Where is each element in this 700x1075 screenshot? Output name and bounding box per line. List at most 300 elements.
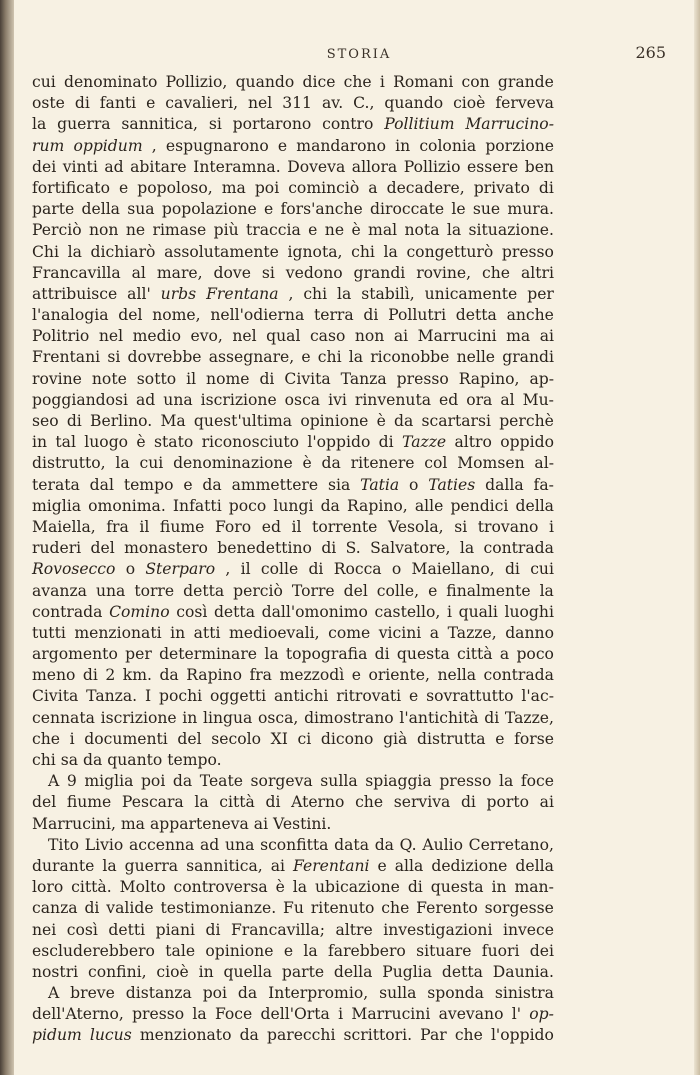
word: di — [538, 178, 554, 197]
word: di — [82, 666, 98, 685]
word: dei — [529, 941, 554, 960]
word: in — [32, 433, 48, 452]
word: evo, — [190, 327, 223, 346]
word: Tito — [48, 835, 80, 854]
word: al- — [534, 454, 554, 473]
word: nota — [404, 221, 440, 240]
word: dicono — [320, 729, 374, 748]
text-line — [32, 750, 554, 771]
word: qual — [266, 327, 301, 346]
text-line — [32, 242, 554, 263]
word: farebbero — [328, 941, 406, 960]
word: vinti — [62, 157, 98, 176]
word: mare, — [156, 263, 203, 282]
word: e — [301, 348, 311, 367]
text-line — [32, 199, 554, 220]
word: cennata — [32, 708, 95, 727]
text-line — [32, 962, 554, 983]
word: e — [277, 136, 288, 155]
word: di — [407, 878, 423, 897]
word: di — [504, 560, 520, 579]
word: portarono — [232, 115, 312, 134]
word: in — [198, 962, 214, 981]
word: Vesola, — [387, 517, 444, 536]
word: la — [115, 454, 130, 473]
text-line — [32, 835, 554, 856]
word: popoloso, — [137, 178, 213, 197]
word: Tazze, — [447, 623, 497, 642]
word: non — [88, 221, 119, 240]
word: ferveva — [495, 94, 554, 113]
word: fa- — [533, 475, 554, 494]
word: detta — [455, 306, 497, 325]
word: che — [454, 1026, 483, 1045]
text-line — [32, 856, 554, 877]
word: Salvatore, — [370, 539, 451, 558]
word: più — [213, 221, 239, 240]
word: Q. — [399, 835, 417, 854]
word: Rovosecco — [32, 560, 116, 579]
word: altri — [520, 263, 554, 282]
word: Taties — [428, 475, 476, 494]
word: canza — [32, 899, 78, 918]
word: terata — [32, 475, 80, 494]
word: nostri — [32, 962, 79, 981]
word: Par — [420, 1026, 447, 1045]
word: perciò — [233, 581, 283, 600]
word: guerra — [57, 115, 111, 134]
word: della — [81, 200, 120, 219]
word: apparteneva — [149, 814, 254, 833]
word: Foro — [214, 517, 252, 536]
word: Civita — [284, 369, 331, 388]
word: Marrucini — [417, 327, 497, 346]
word: Politrio — [32, 327, 90, 346]
text-line — [32, 347, 554, 368]
word: nel — [98, 327, 124, 346]
word: omonima. — [88, 496, 166, 515]
page-edge — [694, 0, 700, 1075]
word: antichi — [274, 687, 329, 706]
word: del — [90, 539, 115, 558]
word: detta — [183, 581, 225, 600]
word: ignota, — [287, 242, 343, 261]
text-line — [32, 771, 554, 792]
word: questa — [396, 645, 450, 664]
word: Marrucini, — [32, 814, 121, 833]
word: osca — [284, 390, 321, 409]
word: invece — [502, 920, 554, 939]
word: Marrucini — [351, 1005, 431, 1024]
word: della — [515, 496, 554, 515]
word: serviva — [393, 793, 451, 812]
word: la — [292, 878, 308, 897]
word: decadere, — [386, 178, 465, 197]
word: così — [176, 602, 208, 621]
word: ed — [439, 390, 459, 409]
word: i — [447, 602, 452, 621]
word: la — [348, 348, 364, 367]
word: Rapino, — [458, 369, 520, 388]
word: mandarono — [296, 136, 386, 155]
word: i — [338, 1005, 344, 1024]
word: tutti — [32, 623, 66, 642]
text-line — [32, 814, 554, 835]
word: abitare — [130, 157, 187, 176]
word: Daunia. — [492, 962, 554, 981]
word: dei — [32, 157, 57, 176]
word: quali — [458, 602, 498, 621]
word: argomento — [32, 645, 118, 664]
word: di — [363, 306, 379, 325]
word: i — [379, 73, 385, 91]
word: vedono — [285, 263, 343, 282]
word: l'analogia — [32, 306, 109, 325]
word: Frentana — [206, 284, 279, 303]
word: Fu — [283, 899, 304, 918]
word: questa — [430, 878, 484, 897]
word: , — [288, 284, 294, 303]
word: la — [303, 941, 318, 960]
word: presso — [501, 242, 554, 261]
word: Pollizio — [403, 157, 461, 176]
word: Livio — [84, 835, 124, 854]
word: Interamna. — [193, 157, 281, 176]
word: di — [84, 899, 100, 918]
word: I — [145, 687, 152, 706]
word: congetturò — [406, 242, 494, 261]
word: la — [337, 284, 352, 303]
word: col — [424, 454, 448, 473]
word: benedettino — [217, 539, 312, 558]
word: confini, — [88, 962, 147, 981]
word: del — [343, 581, 368, 600]
word: Infatti — [172, 496, 222, 515]
word: op- — [529, 1005, 554, 1024]
word: per — [527, 284, 554, 303]
word: chi — [317, 348, 342, 367]
word: vicini — [378, 623, 422, 642]
word: la — [194, 793, 209, 812]
text-line — [32, 326, 554, 347]
word: nei — [32, 920, 57, 939]
word: ai — [539, 327, 554, 346]
text-line — [32, 157, 554, 178]
text-line — [32, 263, 554, 284]
word: cominciò — [288, 178, 360, 197]
word: l'ac- — [521, 687, 554, 706]
word: Torre — [291, 581, 335, 600]
word: della — [333, 962, 373, 981]
word: da — [394, 412, 414, 430]
word: Ferentani — [293, 856, 370, 875]
word: e — [308, 221, 318, 240]
word: piani — [155, 920, 195, 939]
text-line — [32, 390, 554, 411]
word: Tanza. — [86, 687, 138, 706]
word: grandi — [353, 263, 406, 282]
word: fanti — [99, 94, 137, 113]
word: Molto — [119, 878, 166, 897]
word: , — [151, 136, 157, 155]
word: nelle — [456, 348, 496, 367]
word: Pollizio, — [165, 73, 228, 91]
word: poi — [202, 984, 228, 1003]
word: che — [32, 729, 61, 748]
word: per — [125, 645, 152, 664]
word: dall'omonimo — [261, 602, 368, 621]
word: di — [308, 560, 324, 579]
word: chi — [303, 284, 328, 303]
word: dice — [302, 73, 336, 91]
word: C., — [353, 94, 375, 113]
word: quanto — [107, 751, 168, 769]
word: la — [67, 242, 82, 261]
word: da — [239, 1026, 259, 1045]
word: di — [205, 920, 221, 939]
word: opinione — [300, 412, 369, 430]
word: sovrattutto — [426, 687, 514, 706]
word: sue — [472, 200, 501, 219]
text-line — [32, 305, 554, 326]
word: oggetti — [210, 687, 267, 706]
word: oriente, — [368, 666, 430, 685]
word: note — [91, 369, 127, 388]
word: stato — [154, 433, 194, 452]
word: chi — [32, 751, 61, 769]
word: oste — [32, 94, 65, 113]
word: porzione — [485, 136, 554, 155]
word: opinione — [205, 941, 274, 960]
text-line — [32, 517, 554, 538]
text-line — [32, 623, 554, 644]
word: ubicazione — [314, 878, 400, 897]
text-line — [32, 941, 554, 962]
word: Pollutri — [388, 306, 447, 325]
word: ad — [200, 835, 220, 854]
word: tal — [55, 433, 76, 452]
word: e — [409, 687, 419, 706]
text-line — [32, 644, 554, 665]
word: attribuisce — [32, 284, 118, 303]
word: altre — [335, 920, 373, 939]
text-line — [32, 898, 554, 919]
word: sa — [60, 751, 83, 769]
word: popolazione — [161, 200, 257, 219]
word: assolutamente — [164, 242, 279, 261]
word: alle — [414, 496, 444, 515]
word: la — [102, 856, 117, 875]
word: il — [139, 517, 150, 536]
word: documenti — [84, 729, 168, 748]
word: sua — [127, 200, 155, 219]
word: dovrebbe — [127, 348, 202, 367]
word: oppido — [500, 433, 554, 452]
word: riconosciuto — [201, 433, 299, 452]
word: grande — [497, 73, 554, 91]
word: da — [172, 772, 193, 791]
word: ritenere — [350, 454, 415, 473]
word: ma — [506, 327, 531, 346]
word: l'antichità — [399, 708, 479, 727]
word: una — [224, 835, 255, 854]
word: quella — [223, 962, 272, 981]
word: Aulio — [422, 835, 463, 854]
text-line — [32, 136, 554, 157]
word: mezzodì — [279, 666, 345, 685]
word: controversa — [173, 878, 268, 897]
text-line — [32, 602, 554, 623]
word: Cerretano, — [468, 835, 554, 854]
word: durante — [32, 856, 95, 875]
word: poggiandosi — [32, 390, 129, 409]
word: essere — [467, 157, 519, 176]
word: cioè — [453, 94, 486, 113]
word: Pollitium — [384, 115, 455, 134]
word: Momsen — [457, 454, 525, 473]
word: in — [491, 878, 507, 897]
word: ritrovati — [336, 687, 402, 706]
text-line — [32, 708, 554, 729]
text-line — [32, 114, 554, 135]
word: da — [237, 984, 258, 1003]
word: ben — [524, 157, 554, 176]
word: 2 — [105, 666, 116, 685]
word: la — [264, 645, 279, 664]
word: privato — [473, 178, 530, 197]
word: avanza — [32, 581, 87, 600]
word: quando — [235, 73, 295, 91]
word: quando — [384, 94, 444, 113]
word: scartarsi — [421, 412, 491, 430]
word: accenna — [128, 835, 195, 854]
word: foce — [520, 772, 554, 791]
word: Berlino. — [90, 412, 153, 430]
word: le — [451, 200, 466, 219]
word: si — [261, 263, 275, 282]
word: Francavilla; — [230, 920, 325, 939]
word: fra — [106, 517, 129, 536]
word: di — [66, 412, 82, 430]
text-line — [32, 284, 554, 305]
word: detta — [441, 962, 483, 981]
word: sannitica, — [121, 115, 199, 134]
word: allora — [351, 157, 398, 176]
word: atti — [193, 623, 221, 642]
word: da — [321, 454, 341, 473]
word: cui — [139, 454, 164, 473]
word: Vestini. — [273, 814, 332, 833]
word: poco — [516, 645, 554, 664]
word: il — [240, 560, 251, 579]
word: lungi — [273, 496, 314, 515]
word: luogo — [84, 433, 129, 452]
word: Tazze — [402, 433, 447, 452]
word: av. — [321, 94, 344, 113]
word: di — [374, 645, 390, 664]
word: fiume — [159, 517, 205, 536]
word: oppidum — [73, 136, 143, 155]
text-line — [32, 665, 554, 686]
text-line — [32, 72, 554, 93]
word: menzionato — [139, 1026, 232, 1045]
word: Pescara — [121, 793, 184, 812]
word: ritenuto — [310, 899, 375, 918]
word: da — [159, 666, 179, 685]
word: ma — [120, 814, 150, 833]
text-line — [32, 538, 554, 559]
word: escluderebbero — [32, 941, 155, 960]
word: fortificato — [32, 178, 110, 197]
word: la — [32, 115, 47, 134]
word: distrutta — [417, 729, 486, 748]
word: investigazioni — [383, 920, 493, 939]
word: loro — [32, 878, 64, 897]
word: i — [549, 517, 554, 536]
word: topografia — [285, 645, 368, 664]
word: Tatia — [360, 475, 400, 494]
word: urbs — [160, 284, 197, 303]
word: cui — [530, 560, 554, 579]
word: situare — [416, 941, 472, 960]
word: al — [131, 263, 146, 282]
text-line — [32, 453, 554, 474]
word: castello, — [374, 602, 441, 621]
word: diroccate — [370, 200, 445, 219]
word: Frentani — [32, 348, 101, 367]
word: medioevali, — [228, 623, 320, 642]
word: miglia — [84, 772, 134, 791]
word: al — [500, 390, 515, 409]
word: Rapino — [186, 666, 242, 685]
word: è — [275, 878, 285, 897]
word: , — [225, 560, 231, 579]
word: di — [321, 539, 337, 558]
word: tale — [165, 941, 196, 960]
word: contrada — [483, 539, 554, 558]
word: man- — [514, 878, 554, 897]
word: Marrucino- — [465, 115, 554, 134]
word: Rocca — [333, 560, 382, 579]
word: 311 — [282, 94, 312, 113]
word: città. — [71, 878, 112, 897]
word: dove — [213, 263, 251, 282]
word: la — [192, 1005, 207, 1024]
word: mura. — [507, 200, 554, 219]
word: colle, — [376, 581, 420, 600]
word: di — [259, 369, 275, 388]
word: 9 — [66, 772, 77, 791]
word: iscrizione — [100, 708, 177, 727]
word: spiaggia — [365, 772, 432, 791]
word: Tanza — [340, 369, 387, 388]
word: ai — [539, 793, 554, 812]
word: A — [48, 984, 60, 1003]
word: ai — [270, 856, 286, 875]
word: nome — [206, 369, 250, 388]
word: non — [354, 327, 385, 346]
word: nel — [232, 327, 257, 346]
word: alla — [394, 856, 424, 875]
word: che — [343, 73, 372, 91]
word: è — [351, 221, 361, 240]
word: fra — [249, 666, 272, 685]
word: determinare — [159, 645, 258, 664]
word: distrutto, — [32, 454, 106, 473]
word: come — [328, 623, 371, 642]
word: ne — [125, 221, 146, 240]
word: Maiella, — [32, 517, 96, 536]
